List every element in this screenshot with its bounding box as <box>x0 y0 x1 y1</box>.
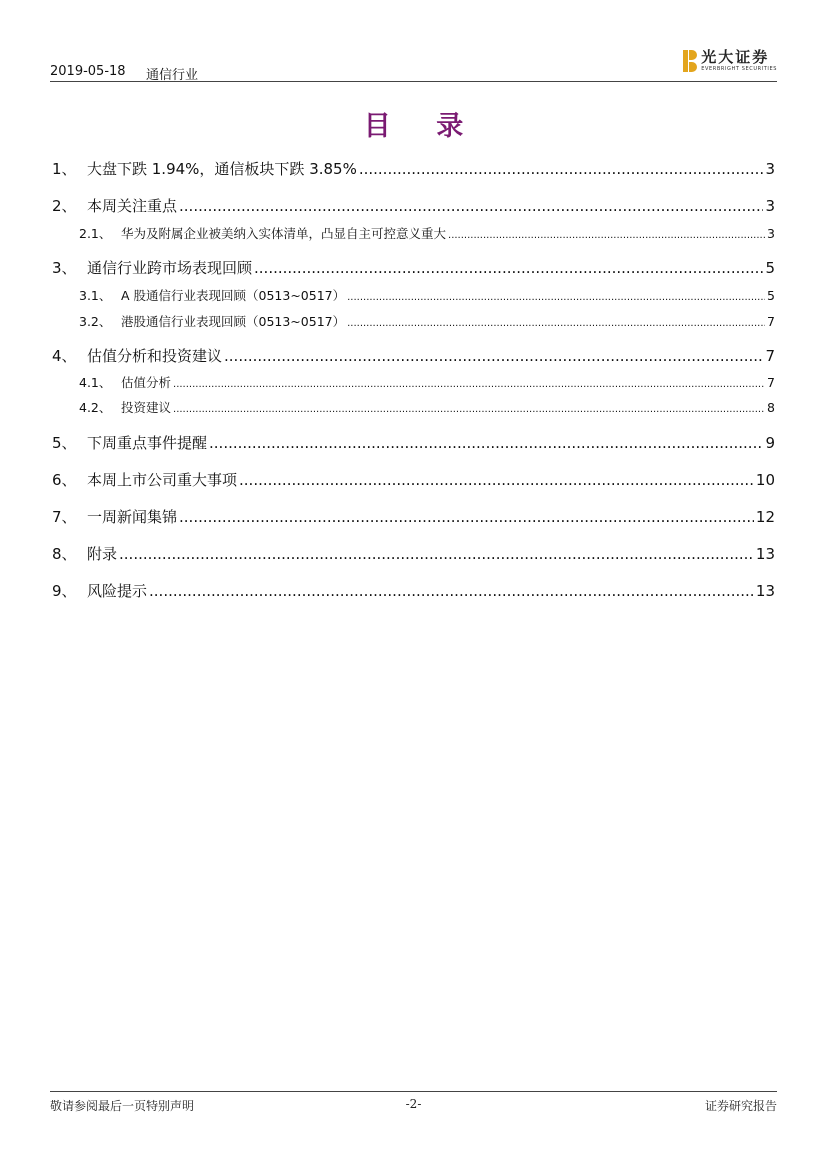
toc-leader-dots <box>149 582 754 600</box>
toc-leader-dots <box>209 434 763 452</box>
toc-entry-number: 3.1、 <box>79 288 112 303</box>
logo-cn-text: 光大证券 <box>701 48 770 66</box>
toc-entry-number: 4、 <box>52 347 77 365</box>
page-header <box>50 48 777 83</box>
toc-entry-title: 大盘下跌 1.94%，通信板块下跌 3.85% <box>87 160 357 178</box>
toc-entry-page: 7 <box>767 314 775 329</box>
toc-entry-number: 8、 <box>52 545 77 563</box>
toc-leader-dots <box>347 314 765 329</box>
toc-entry[interactable] <box>52 257 775 278</box>
toc-entry[interactable] <box>52 506 775 527</box>
toc-entry-page: 3 <box>765 160 775 178</box>
toc-entry-title: 一周新闻集锦 <box>87 508 178 526</box>
toc-title: 目 录 <box>363 111 482 142</box>
toc-entry-title: 估值分析和投资建议 <box>87 347 223 365</box>
logo-en-text: EVERBRIGHT SECURITIES <box>701 66 777 72</box>
toc-leader-dots <box>179 197 763 215</box>
toc-entry-number: 5、 <box>52 434 77 452</box>
toc-entry-number: 2、 <box>52 197 77 215</box>
toc-subentry[interactable] <box>52 224 775 242</box>
toc-entry-title: A 股通信行业表现回顾（0513~0517） <box>121 288 346 303</box>
toc-entry-title: 本周上市公司重大事项 <box>87 471 238 489</box>
page-number: -2- <box>405 1097 422 1111</box>
toc-subentry[interactable] <box>52 373 775 391</box>
report-industry: 通信行业 <box>146 68 199 83</box>
toc-entry-number: 1、 <box>52 160 77 178</box>
toc-entry[interactable] <box>52 543 775 564</box>
footer-divider <box>50 1091 777 1092</box>
header-divider <box>50 81 777 82</box>
footer-report-type: 证券研究报告 <box>704 1099 777 1113</box>
toc-entry-number: 4.2、 <box>79 400 112 415</box>
everbright-logo <box>683 50 777 72</box>
toc-entry-page: 10 <box>755 471 775 489</box>
toc-entry-title: 投资建议 <box>121 400 172 415</box>
toc-entry-title: 下周重点事件提醒 <box>87 434 208 452</box>
toc-entry-title: 风险提示 <box>87 582 148 600</box>
logo-mark-icon <box>683 50 697 72</box>
report-date: 2019-05-18 <box>50 64 126 79</box>
toc-leader-dots <box>173 400 765 415</box>
toc-entry-number: 2.1、 <box>79 226 112 241</box>
toc-leader-dots <box>254 259 763 277</box>
toc-entry-page: 13 <box>755 545 775 563</box>
toc-entry-title: 港股通信行业表现回顾（0513~0517） <box>121 314 346 329</box>
toc-entry-page: 13 <box>755 582 775 600</box>
toc-leader-dots <box>347 288 765 303</box>
toc-entry-title: 华为及附属企业被美纳入实体清单，凸显自主可控意义重大 <box>121 226 447 241</box>
toc-entry-page: 8 <box>767 400 775 415</box>
toc-entry-title: 估值分析 <box>121 375 172 390</box>
toc-entry-title: 通信行业跨市场表现回顾 <box>87 259 253 277</box>
toc-leader-dots <box>448 226 765 241</box>
toc-entry[interactable] <box>52 158 775 179</box>
toc-entry-number: 6、 <box>52 471 77 489</box>
toc-entry-title: 本周关注重点 <box>87 197 178 215</box>
toc-entry[interactable] <box>52 469 775 490</box>
toc-entry[interactable] <box>52 345 775 366</box>
toc-entry-title: 附录 <box>87 545 118 563</box>
toc-entry[interactable] <box>52 580 775 601</box>
toc-entry-number: 7、 <box>52 508 77 526</box>
toc-entry-page: 3 <box>765 197 775 215</box>
toc-entry[interactable] <box>52 195 775 216</box>
toc-entry-number: 9、 <box>52 582 77 600</box>
toc-entry-page: 9 <box>765 434 775 452</box>
toc-entry-page: 12 <box>755 508 775 526</box>
toc-leader-dots <box>239 471 754 489</box>
toc-leader-dots <box>179 508 754 526</box>
toc-entry-page: 7 <box>767 375 775 390</box>
toc-entry-number: 3.2、 <box>79 314 112 329</box>
toc-entry-number: 3、 <box>52 259 77 277</box>
toc-entry-page: 7 <box>765 347 775 365</box>
toc-entry-number: 4.1、 <box>79 375 112 390</box>
toc-leader-dots <box>173 375 765 390</box>
toc-entry-page: 5 <box>767 288 775 303</box>
footer-disclaimer: 敬请参阅最后一页特别声明 <box>50 1099 195 1113</box>
toc-entry-page: 3 <box>767 226 775 241</box>
toc-entry[interactable] <box>52 432 775 453</box>
toc-subentry[interactable] <box>52 398 775 416</box>
toc-leader-dots <box>119 545 754 563</box>
toc-leader-dots <box>359 160 764 178</box>
toc-entry-page: 5 <box>765 259 775 277</box>
toc-subentry[interactable] <box>52 286 775 304</box>
toc-subentry[interactable] <box>52 312 775 330</box>
toc-leader-dots <box>224 347 763 365</box>
